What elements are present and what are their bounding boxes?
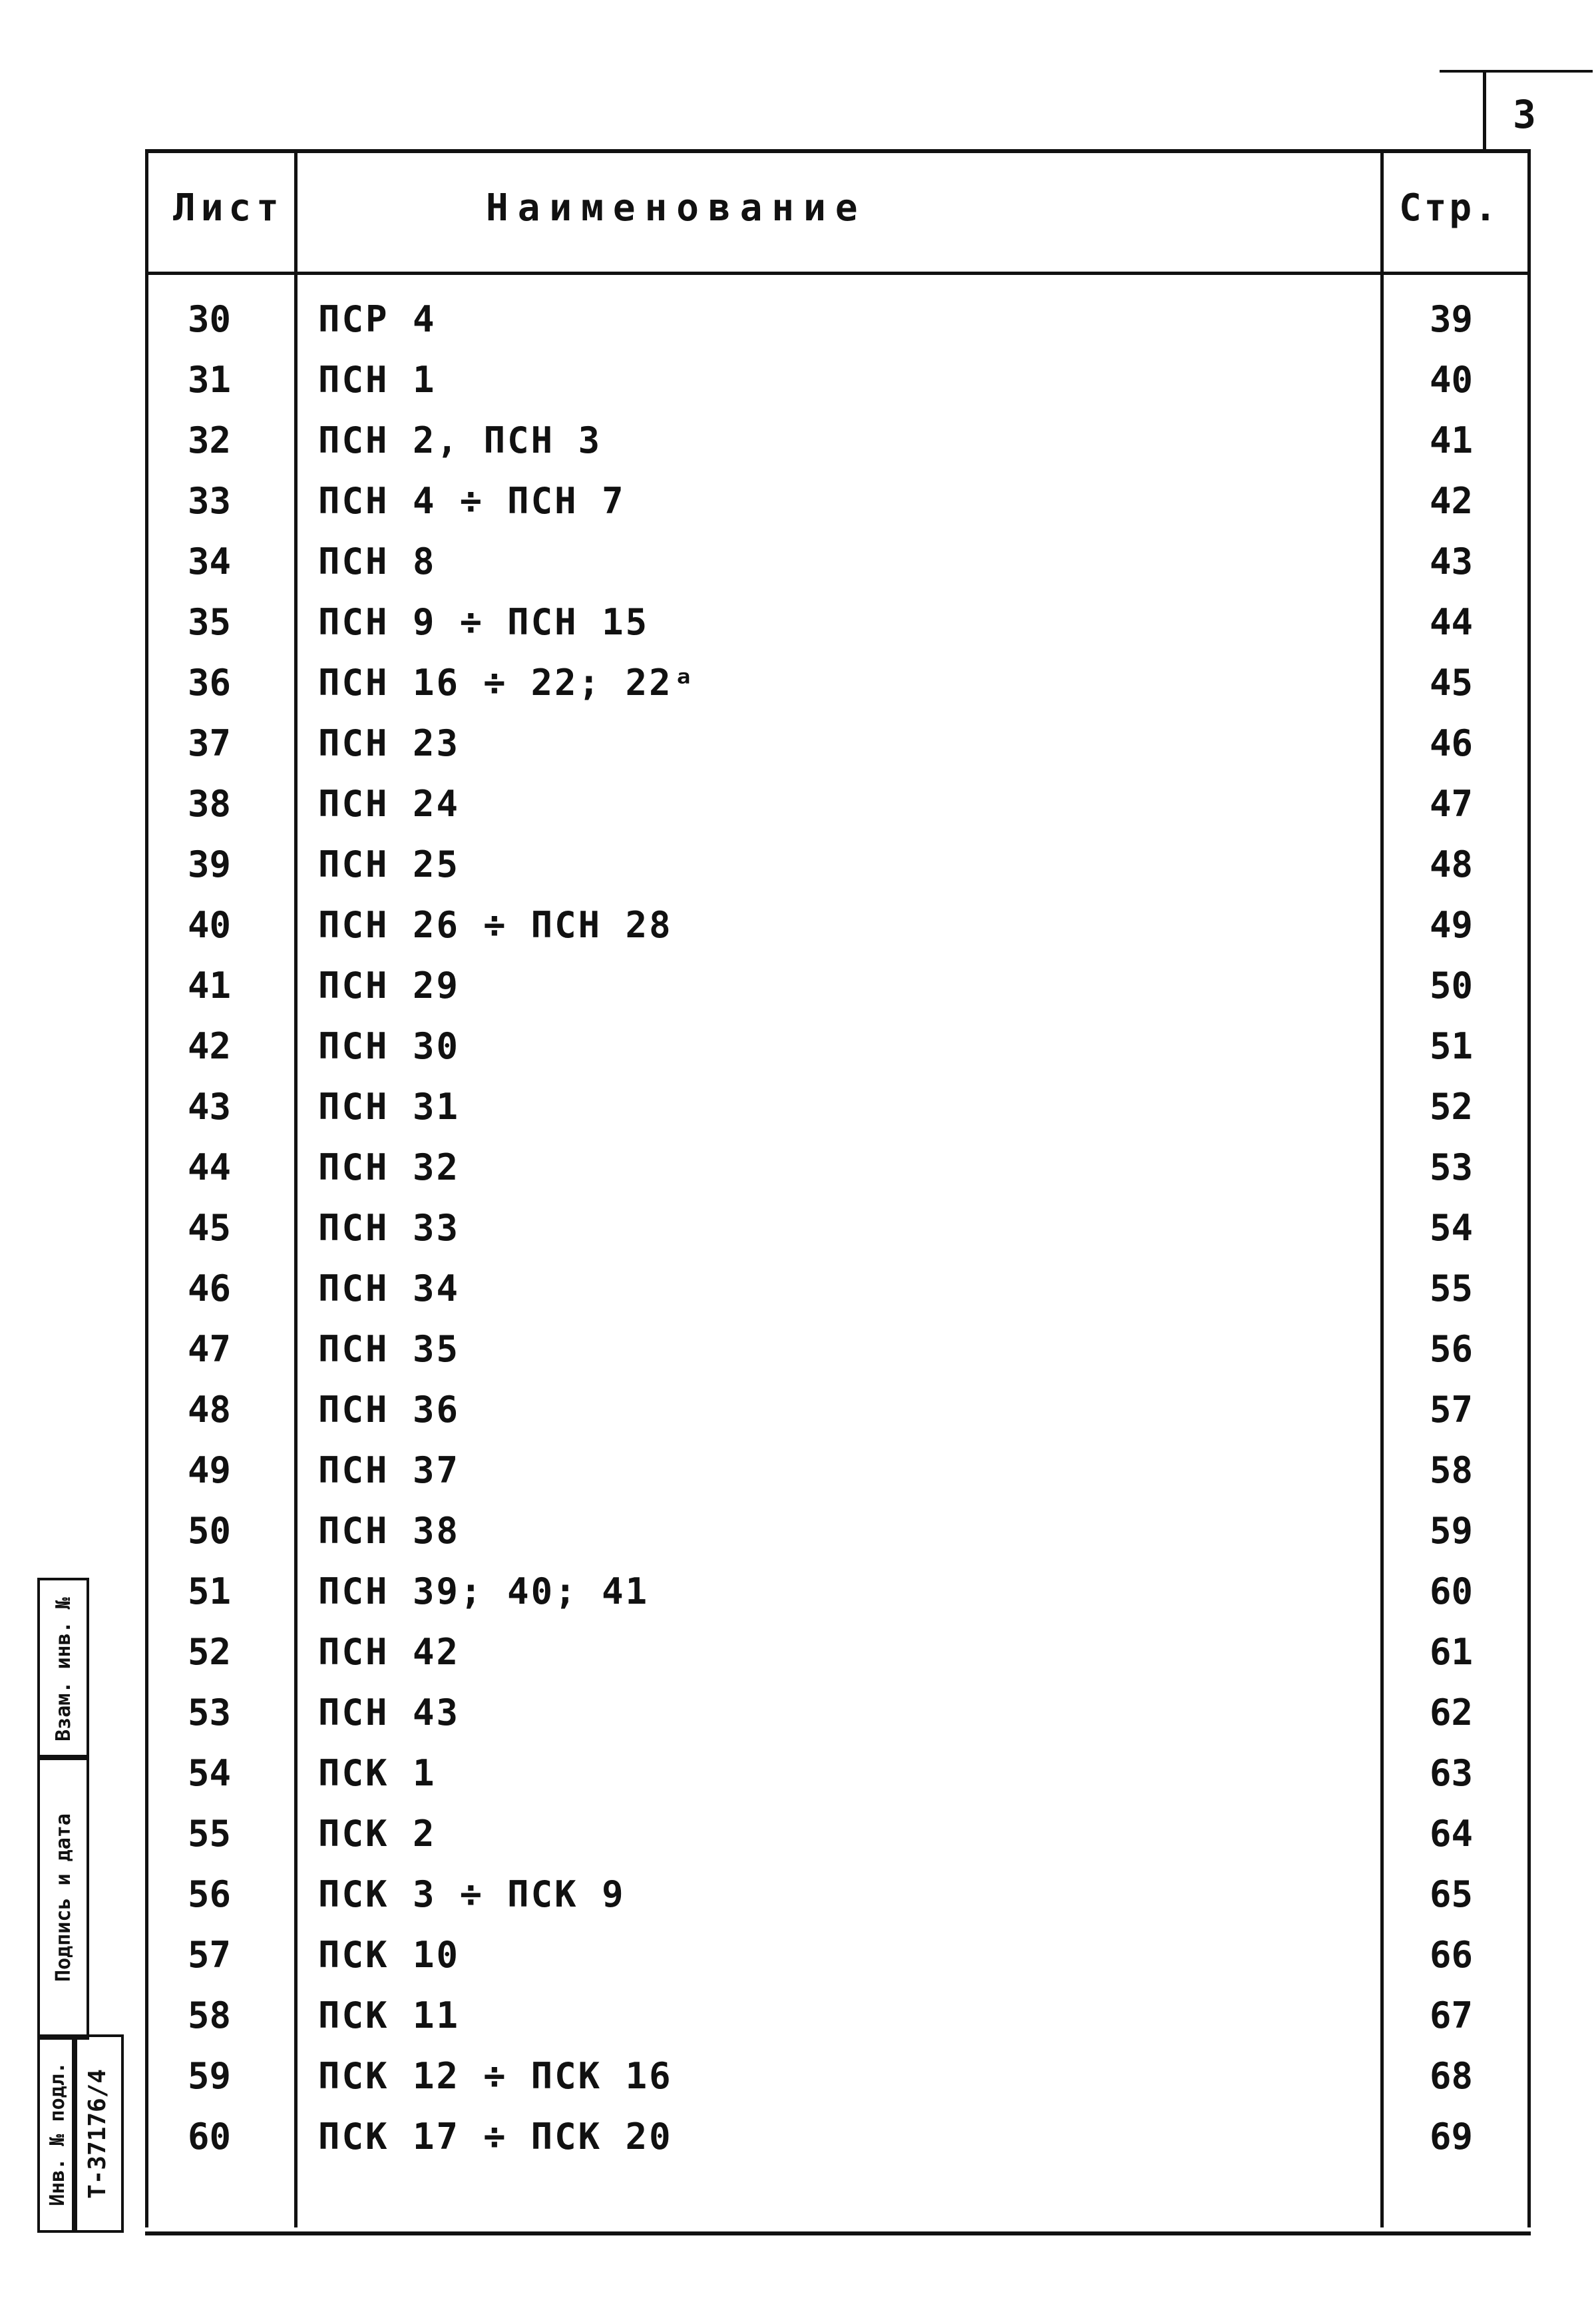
table-row (145, 351, 1531, 411)
item-name: ПСН 36 (318, 1389, 461, 1431)
page-ref: 55 (1430, 1268, 1474, 1309)
table-row (145, 1684, 1531, 1744)
page-number: 3 (1513, 92, 1536, 137)
sheet-number: 41 (188, 965, 232, 1007)
table-row (145, 1986, 1531, 2047)
side-stamp (0, 1578, 145, 2227)
table-row (145, 714, 1531, 775)
table-row (145, 1078, 1531, 1138)
sheet-number: 38 (188, 783, 232, 825)
table-row (145, 1138, 1531, 1199)
sheet-number: 59 (188, 2055, 232, 2097)
table-row (145, 1744, 1531, 1805)
item-name: ПСН 30 (318, 1025, 461, 1067)
item-name: ПСК 2 (318, 1813, 437, 1855)
stamp-doc-code: Т-37176/4 (72, 2034, 124, 2233)
page-ref: 50 (1430, 965, 1474, 1007)
table-row (145, 593, 1531, 654)
stamp-signature-date: Подпись и дата (37, 1755, 89, 2040)
sheet-number: 31 (188, 359, 232, 401)
sheet-number: 58 (188, 1994, 232, 2036)
page-ref: 63 (1430, 1752, 1474, 1794)
item-name: ПСН 8 (318, 541, 437, 582)
table-row (145, 835, 1531, 896)
page-ref: 42 (1430, 480, 1474, 522)
page-ref: 53 (1430, 1146, 1474, 1188)
table-row (145, 1805, 1531, 1865)
table-row (145, 1502, 1531, 1562)
sheet-number: 45 (188, 1207, 232, 1249)
sheet-number: 53 (188, 1692, 232, 1734)
item-name: ПСН 35 (318, 1328, 461, 1370)
item-name: ПСК 11 (318, 1994, 461, 2036)
table-row (145, 1320, 1531, 1381)
page-ref: 51 (1430, 1025, 1474, 1067)
table-row (145, 654, 1531, 714)
item-name: ПСК 10 (318, 1934, 461, 1976)
sheet-number: 37 (188, 722, 232, 764)
sheet-number: 46 (188, 1268, 232, 1309)
sheet-number: 42 (188, 1025, 232, 1067)
item-name: ПСР 4 (318, 298, 437, 340)
sheet-number: 47 (188, 1328, 232, 1370)
page-ref: 68 (1430, 2055, 1474, 2097)
item-name: ПСН 25 (318, 843, 461, 885)
page-ref: 47 (1430, 783, 1474, 825)
table-row (145, 2047, 1531, 2108)
table-row (145, 2108, 1531, 2168)
table-row (145, 1381, 1531, 1441)
item-name: ПСН 2, ПСН 3 (318, 419, 602, 461)
table-row (145, 1017, 1531, 1078)
item-name: ПСН 4 ÷ ПСН 7 (318, 480, 626, 522)
page-ref: 66 (1430, 1934, 1474, 1976)
item-name: ПСН 9 ÷ ПСН 15 (318, 601, 650, 643)
page-ref: 59 (1430, 1510, 1474, 1552)
table-row (145, 957, 1531, 1017)
stamp-inv-orig: Инв. № подл. (37, 2034, 77, 2233)
page-ref: 41 (1430, 419, 1474, 461)
item-name: ПСН 23 (318, 722, 461, 764)
header-sheet: Лист (173, 186, 284, 230)
table-row (145, 1623, 1531, 1684)
item-name: ПСН 37 (318, 1449, 461, 1491)
sheet-number: 30 (188, 298, 232, 340)
item-name: ПСН 24 (318, 783, 461, 825)
sheet-number: 40 (188, 904, 232, 946)
sheet-number: 60 (188, 2116, 232, 2158)
table-row (145, 1260, 1531, 1320)
table-row (145, 1562, 1531, 1623)
page-ref: 44 (1430, 601, 1474, 643)
item-name: ПСК 12 ÷ ПСК 16 (318, 2055, 673, 2097)
sheet-number: 43 (188, 1086, 232, 1128)
page-ref: 54 (1430, 1207, 1474, 1249)
item-name: ПСН 39; 40; 41 (318, 1570, 650, 1612)
page-ref: 61 (1430, 1631, 1474, 1673)
page-ref: 48 (1430, 843, 1474, 885)
item-name: ПСН 26 ÷ ПСН 28 (318, 904, 673, 946)
sheet-number: 39 (188, 843, 232, 885)
sheet-number: 32 (188, 419, 232, 461)
page-ref: 39 (1430, 298, 1474, 340)
sheet-number: 48 (188, 1389, 232, 1431)
item-name: ПСН 43 (318, 1692, 461, 1734)
item-name: ПСН 38 (318, 1510, 461, 1552)
page-ref: 64 (1430, 1813, 1474, 1855)
sheet-number: 33 (188, 480, 232, 522)
stamp-exchange-inv: Взам. инв. № (37, 1578, 89, 1760)
table-row (145, 533, 1531, 593)
item-name: ПСН 16 ÷ 22; 22ᵃ (318, 662, 697, 704)
sheet-number: 49 (188, 1449, 232, 1491)
item-name: ПСН 29 (318, 965, 461, 1007)
sheet-number: 52 (188, 1631, 232, 1673)
table-row (145, 290, 1531, 351)
page-ref: 49 (1430, 904, 1474, 946)
sheet-number: 44 (188, 1146, 232, 1188)
page-number-box (1483, 72, 1559, 150)
table-row (145, 1926, 1531, 1986)
page-ref: 40 (1430, 359, 1474, 401)
page-ref: 67 (1430, 1994, 1474, 2036)
sheet-number: 50 (188, 1510, 232, 1552)
header-separator (145, 272, 1531, 275)
item-name: ПСН 33 (318, 1207, 461, 1249)
page-ref: 43 (1430, 541, 1474, 582)
header-name: Наименование (486, 186, 867, 230)
page-ref: 52 (1430, 1086, 1474, 1128)
table-row (145, 1199, 1531, 1260)
sheet-number: 54 (188, 1752, 232, 1794)
page-ref: 46 (1430, 722, 1474, 764)
sheet-number: 35 (188, 601, 232, 643)
sheet-number: 34 (188, 541, 232, 582)
sheet-number: 55 (188, 1813, 232, 1855)
sheet-number: 57 (188, 1934, 232, 1976)
item-name: ПСН 1 (318, 359, 437, 401)
table-row (145, 1865, 1531, 1926)
sheet-number: 56 (188, 1873, 232, 1915)
page-ref: 60 (1430, 1570, 1474, 1612)
table-row (145, 411, 1531, 472)
page-ref: 58 (1430, 1449, 1474, 1491)
page-ref: 69 (1430, 2116, 1474, 2158)
sheet-number: 51 (188, 1570, 232, 1612)
page-ref: 65 (1430, 1873, 1474, 1915)
item-name: ПСН 32 (318, 1146, 461, 1188)
item-name: ПСК 3 ÷ ПСК 9 (318, 1873, 626, 1915)
page-ref: 57 (1430, 1389, 1474, 1431)
item-name: ПСН 31 (318, 1086, 461, 1128)
item-name: ПСН 42 (318, 1631, 461, 1673)
sheet-number: 36 (188, 662, 232, 704)
item-name: ПСН 34 (318, 1268, 461, 1309)
table-row (145, 896, 1531, 957)
page-ref: 45 (1430, 662, 1474, 704)
contents-table (145, 149, 1531, 2235)
table-row (145, 775, 1531, 835)
page-ref: 56 (1430, 1328, 1474, 1370)
table-row (145, 472, 1531, 533)
item-name: ПСК 1 (318, 1752, 437, 1794)
item-name: ПСК 17 ÷ ПСК 20 (318, 2116, 673, 2158)
page-ref: 62 (1430, 1692, 1474, 1734)
table-row (145, 1441, 1531, 1502)
table-body (145, 290, 1531, 2168)
header-page: Стр. (1399, 186, 1499, 230)
